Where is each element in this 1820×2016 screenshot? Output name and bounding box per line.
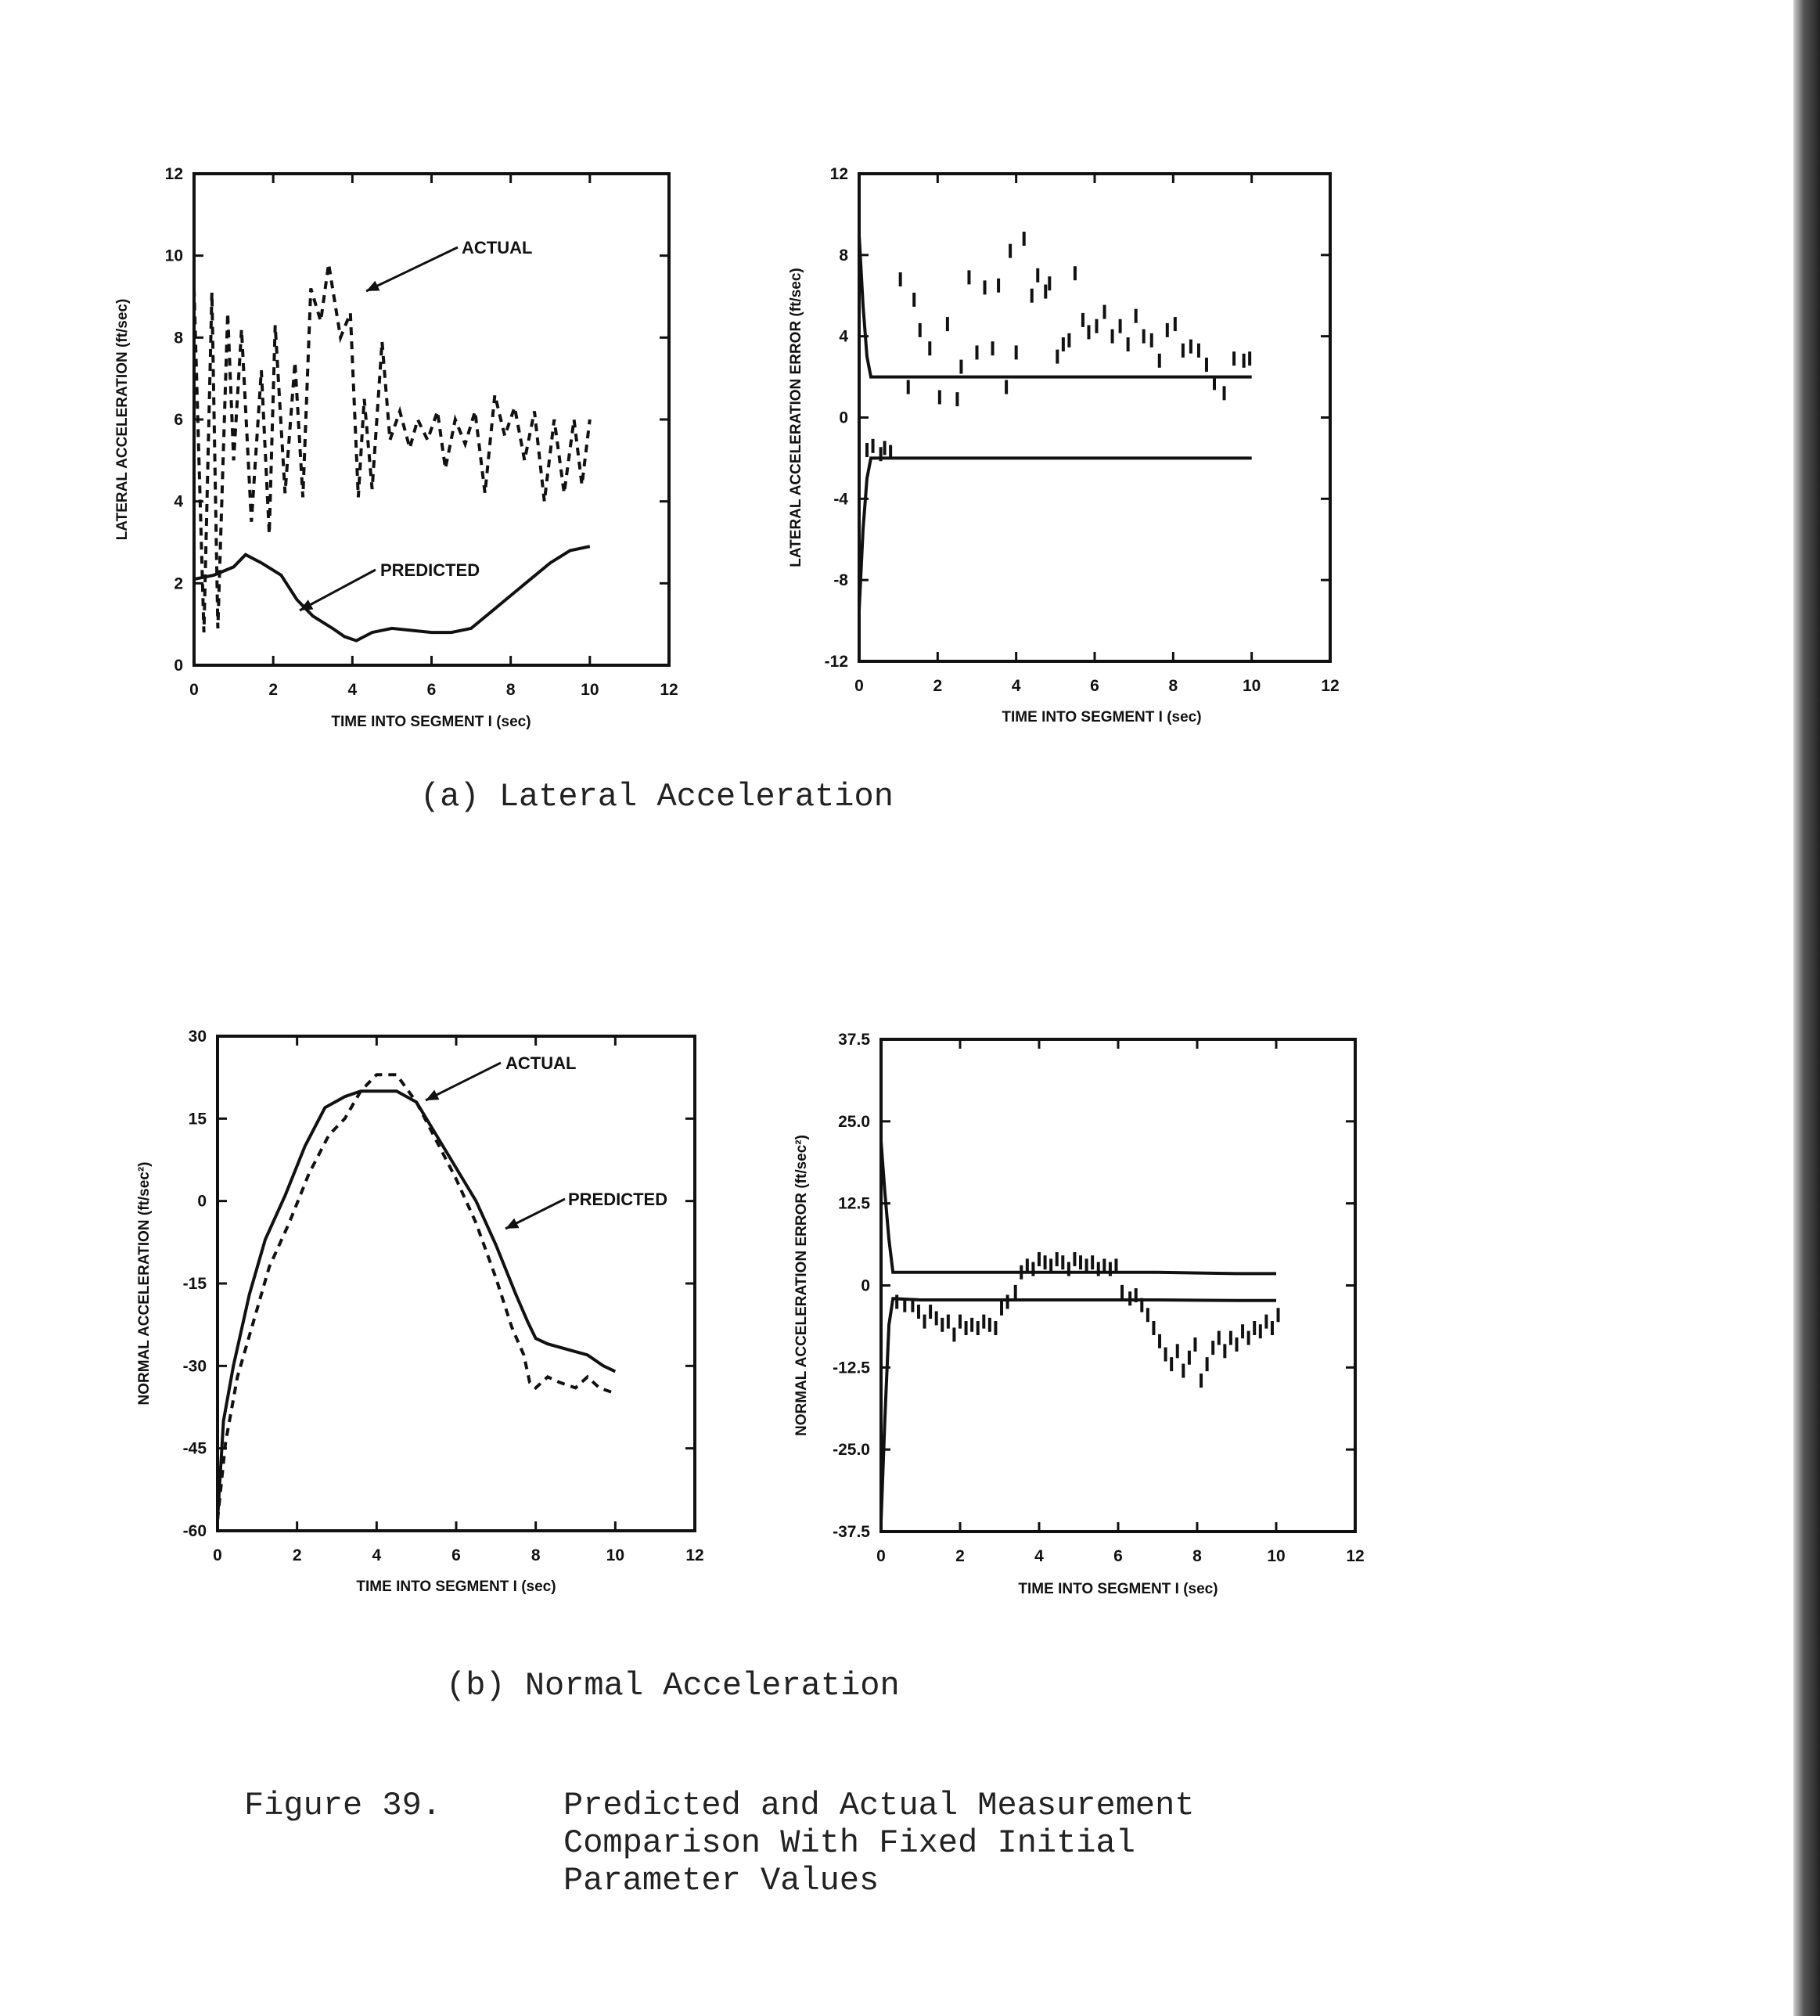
figure-title-line-3: Parameter Values bbox=[563, 1862, 879, 1899]
y-tick-label: -12 bbox=[824, 653, 848, 671]
y-axis-label: NORMAL ACCELERATION (ft/sec²) bbox=[136, 1161, 153, 1406]
series-predicted bbox=[218, 1091, 615, 1520]
x-tick-label: 6 bbox=[426, 681, 437, 699]
x-tick-label: 4 bbox=[1011, 677, 1021, 695]
y-tick-label: -4 bbox=[833, 490, 848, 509]
y-tick-label: 8 bbox=[174, 329, 183, 347]
figure-title-line-1: Predicted and Actual Measurement bbox=[563, 1787, 1195, 1824]
annotation-predicted: PREDICTED bbox=[380, 560, 480, 580]
y-tick-label: 2 bbox=[174, 574, 183, 593]
y-tick-label: 6 bbox=[174, 411, 183, 429]
x-tick-label: 6 bbox=[1090, 677, 1099, 695]
annotation-predicted: PREDICTED bbox=[568, 1190, 668, 1209]
y-tick-label: -45 bbox=[182, 1439, 207, 1458]
y-tick-label: -12.5 bbox=[833, 1359, 870, 1377]
x-tick-label: 2 bbox=[268, 681, 279, 699]
y-tick-label: 15 bbox=[188, 1110, 207, 1129]
caption-a: (a) Lateral Acceleration bbox=[420, 778, 894, 815]
x-tick-label: 12 bbox=[685, 1546, 704, 1564]
caption-b: (b) Normal Acceleration bbox=[446, 1667, 900, 1705]
x-tick-label: 4 bbox=[347, 681, 358, 699]
y-tick-label: -60 bbox=[182, 1522, 207, 1540]
series-lower-bound bbox=[859, 458, 1252, 610]
y-tick-label: 0 bbox=[839, 409, 848, 427]
series-actual bbox=[218, 1075, 615, 1520]
figure-label: Figure 39. bbox=[244, 1787, 442, 1824]
x-axis-label: TIME INTO SEGMENT I (sec) bbox=[1018, 1581, 1218, 1597]
y-axis-label: NORMAL ACCELERATION ERROR (ft/sec²) bbox=[793, 1135, 810, 1436]
y-tick-label: 4 bbox=[174, 492, 183, 511]
x-tick-label: 4 bbox=[1034, 1547, 1044, 1565]
plot-frame bbox=[881, 1039, 1355, 1532]
annotation-actual: ACTUAL bbox=[505, 1053, 577, 1073]
y-tick-label: 0 bbox=[174, 657, 183, 675]
plot-frame bbox=[859, 174, 1330, 661]
series-lower-bound bbox=[881, 1298, 1276, 1521]
x-axis-label: TIME INTO SEGMENT I (sec) bbox=[1002, 709, 1202, 725]
y-tick-label: -37.5 bbox=[833, 1523, 870, 1541]
x-tick-label: 8 bbox=[1192, 1547, 1202, 1565]
x-tick-label: 12 bbox=[660, 681, 678, 699]
y-tick-label: 12 bbox=[829, 165, 848, 183]
annotation-arrow bbox=[366, 247, 458, 291]
y-tick-label: 8 bbox=[839, 246, 848, 265]
y-tick-label: 0 bbox=[197, 1192, 207, 1211]
x-tick-label: 6 bbox=[1113, 1547, 1123, 1565]
x-tick-label: 0 bbox=[854, 677, 864, 695]
x-tick-label: 12 bbox=[1321, 677, 1340, 695]
annotation-arrow bbox=[426, 1063, 501, 1100]
x-axis-label: TIME INTO SEGMENT I (sec) bbox=[356, 1579, 556, 1595]
y-tick-label: 10 bbox=[164, 247, 183, 265]
x-tick-label: 2 bbox=[292, 1546, 302, 1564]
chart-norm-err bbox=[793, 1031, 1365, 1597]
x-tick-label: 0 bbox=[876, 1547, 886, 1565]
x-axis-label: TIME INTO SEGMENT I (sec) bbox=[331, 714, 531, 730]
x-tick-label: 10 bbox=[1267, 1547, 1286, 1565]
y-tick-label: 25.0 bbox=[838, 1112, 870, 1131]
x-tick-label: 0 bbox=[189, 681, 199, 699]
y-axis-label: LATERAL ACCELERATION (ft/sec) bbox=[114, 298, 131, 541]
y-tick-label: 37.5 bbox=[838, 1031, 870, 1049]
chart-lat-err bbox=[788, 165, 1340, 725]
x-tick-label: 0 bbox=[213, 1546, 222, 1564]
annotation-actual: ACTUAL bbox=[462, 238, 533, 257]
x-tick-label: 8 bbox=[1168, 677, 1178, 695]
figure-title-line-2: Comparison With Fixed Initial bbox=[563, 1824, 1135, 1862]
x-tick-label: 10 bbox=[1242, 677, 1261, 695]
annotation-arrow bbox=[300, 570, 376, 610]
plot-frame bbox=[194, 174, 669, 665]
y-tick-label: 12.5 bbox=[838, 1194, 870, 1213]
y-tick-label: -25.0 bbox=[833, 1441, 870, 1460]
y-tick-label: 0 bbox=[861, 1276, 870, 1295]
x-tick-label: 12 bbox=[1346, 1547, 1365, 1565]
y-tick-label: -30 bbox=[182, 1357, 207, 1376]
x-tick-label: 4 bbox=[372, 1546, 382, 1564]
x-tick-label: 10 bbox=[581, 681, 599, 699]
x-tick-label: 10 bbox=[606, 1546, 625, 1564]
y-tick-label: 12 bbox=[164, 165, 183, 183]
x-tick-label: 8 bbox=[531, 1546, 541, 1564]
y-tick-label: -8 bbox=[833, 571, 848, 590]
chart-lat-acc bbox=[114, 165, 678, 730]
x-tick-label: 8 bbox=[505, 681, 516, 699]
y-tick-label: 30 bbox=[188, 1028, 207, 1046]
y-tick-label: -15 bbox=[182, 1275, 207, 1293]
y-axis-label: LATERAL ACCELERATION ERROR (ft/sec) bbox=[788, 268, 804, 567]
y-tick-label: 4 bbox=[839, 327, 848, 346]
series-upper-bound bbox=[881, 1141, 1276, 1273]
x-tick-label: 2 bbox=[955, 1547, 965, 1565]
x-tick-label: 2 bbox=[933, 677, 943, 695]
plot-frame bbox=[218, 1036, 695, 1531]
chart-norm-acc bbox=[136, 1028, 704, 1595]
x-tick-label: 6 bbox=[451, 1546, 461, 1564]
series-upper-bound bbox=[859, 235, 1252, 377]
